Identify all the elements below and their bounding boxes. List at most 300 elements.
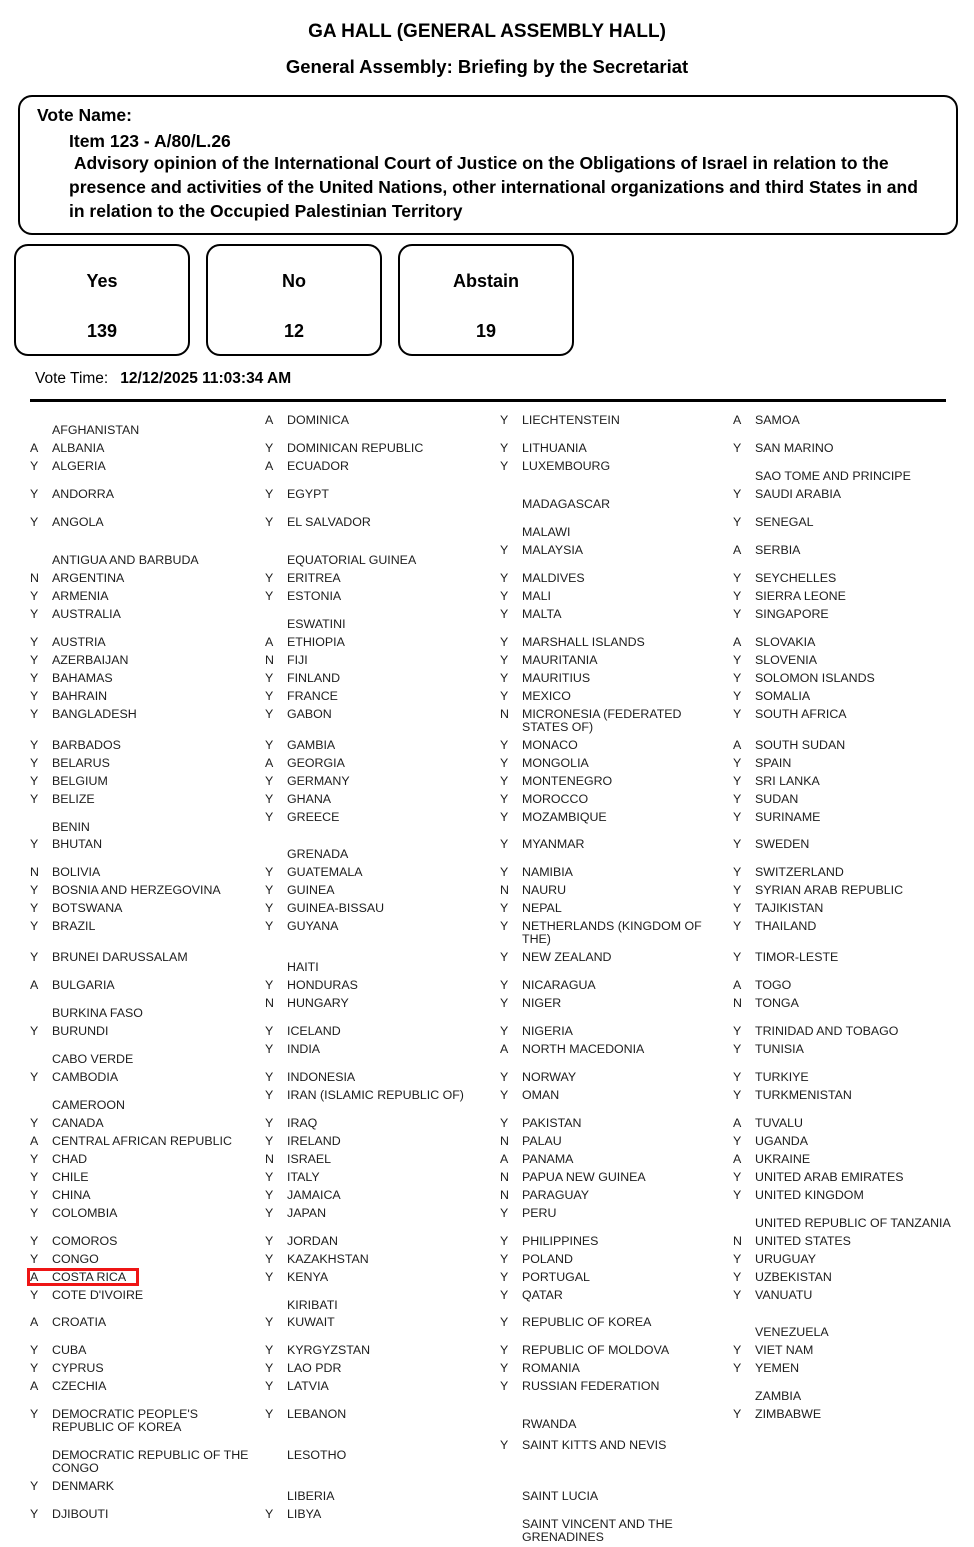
country-name: DOMINICAN REPUBLIC <box>287 441 424 456</box>
country-name: KIRIBATI <box>287 1297 338 1312</box>
country-name: MYANMAR <box>522 837 585 852</box>
vote-letter: Y <box>265 1407 274 1422</box>
vote-letter: Y <box>733 865 742 880</box>
country-name: BENIN <box>52 819 90 834</box>
roll-call-entry <box>265 1507 500 1544</box>
vote-letter: Y <box>30 1506 39 1521</box>
country-name: ARGENTINA <box>52 570 125 585</box>
vote-letter: Y <box>30 883 39 898</box>
vote-letter: Y <box>30 487 39 502</box>
roll-call-entry <box>265 1407 500 1434</box>
vote-letter: Y <box>500 1361 509 1376</box>
roll-call-entry <box>500 810 733 834</box>
roll-call-entry <box>30 653 265 667</box>
roll-call-entry <box>30 1134 265 1148</box>
roll-call-row <box>30 1507 974 1547</box>
vote-letter: Y <box>265 1187 274 1202</box>
roll-call-entry <box>733 589 974 603</box>
roll-call-entry <box>265 1234 500 1248</box>
vote-letter: Y <box>500 570 509 585</box>
country-name: UNITED KINGDOM <box>755 1187 864 1202</box>
country-name: BARBADOS <box>52 737 121 752</box>
country-name: SIERRA LEONE <box>755 588 846 603</box>
vote-letter: Y <box>265 570 274 585</box>
country-name: IRELAND <box>287 1133 341 1148</box>
country-name: BAHRAIN <box>52 688 108 703</box>
vote-letter: A <box>30 1133 39 1148</box>
roll-call-entry <box>265 738 500 752</box>
roll-call-entry <box>500 653 733 667</box>
roll-call-row <box>30 919 974 950</box>
country-name: EGYPT <box>287 487 329 502</box>
country-name: EL SALVADOR <box>287 515 371 530</box>
country-name: MALAWI <box>522 525 571 540</box>
country-name: GUYANA <box>287 919 339 934</box>
country-name: SLOVAKIA <box>755 634 816 649</box>
roll-call-entry <box>265 837 500 861</box>
country-name: CABO VERDE <box>52 1051 134 1066</box>
country-name: SAO TOME AND PRINCIPE <box>755 469 911 484</box>
country-name: TOGO <box>755 977 792 992</box>
country-name: MALDIVES <box>522 570 585 585</box>
country-name: MAURITANIA <box>522 652 598 667</box>
vote-letter: Y <box>265 1315 274 1330</box>
roll-call-entry <box>265 996 500 1020</box>
vote-letter: Y <box>733 606 742 621</box>
country-name: PAKISTAN <box>522 1115 582 1130</box>
roll-call-entry <box>500 689 733 703</box>
country-name: SAUDI ARABIA <box>755 487 842 502</box>
vote-letter: A <box>733 542 742 557</box>
country-name: ESWATINI <box>287 616 346 631</box>
roll-call-entry <box>500 1042 733 1066</box>
vote-letter: Y <box>500 1315 509 1330</box>
roll-call-entry <box>500 607 733 631</box>
country-name: PANAMA <box>522 1151 574 1166</box>
vote-letter: Y <box>30 901 39 916</box>
roll-call-entry <box>265 756 500 770</box>
vote-letter: A <box>30 441 39 456</box>
vote-letter: Y <box>265 1379 274 1394</box>
roll-call-entry <box>30 459 265 483</box>
vote-letter: Y <box>30 791 39 806</box>
country-name: CANADA <box>52 1115 104 1130</box>
vote-letter: Y <box>500 809 509 824</box>
roll-call-entry <box>500 919 733 946</box>
vote-letter: Y <box>733 950 742 965</box>
country-name: VENEZUELA <box>755 1325 829 1340</box>
vote-letter: A <box>500 1041 509 1056</box>
roll-call-entry <box>733 1270 974 1284</box>
country-name: ICELAND <box>287 1023 341 1038</box>
roll-call-entry <box>265 607 500 631</box>
country-name: HONDURAS <box>287 977 358 992</box>
vote-letter: Y <box>265 791 274 806</box>
country-name: CHAD <box>52 1151 88 1166</box>
roll-call-entry <box>733 1070 974 1084</box>
roll-call-entry <box>500 996 733 1020</box>
roll-call-entry <box>500 635 733 649</box>
vote-letter: Y <box>733 1169 742 1184</box>
country-name: MALI <box>522 588 551 603</box>
vote-letter: Y <box>500 1087 509 1102</box>
roll-call-entry <box>265 978 500 992</box>
roll-call-entry <box>265 883 500 897</box>
roll-call-entry <box>30 589 265 603</box>
country-name: SINGAPORE <box>755 606 829 621</box>
vote-letter: Y <box>500 1379 509 1394</box>
abstain-result-box <box>398 244 574 356</box>
country-name: ERITREA <box>287 570 341 585</box>
country-name: UNITED ARAB EMIRATES <box>755 1169 904 1184</box>
vote-letter: Y <box>30 919 39 934</box>
roll-call-entry <box>30 1507 265 1544</box>
roll-call-entry <box>500 487 733 511</box>
roll-call-entry <box>733 1088 974 1112</box>
country-name: ANGOLA <box>52 515 104 530</box>
vote-time-value: 12/12/2025 11:03:34 AM <box>120 370 292 388</box>
vote-letter: Y <box>265 1115 274 1130</box>
country-name: ZAMBIA <box>755 1389 802 1404</box>
roll-call-entry <box>733 883 974 897</box>
country-name: DOMINICA <box>287 413 349 428</box>
vote-letter: Y <box>733 670 742 685</box>
roll-call-entry <box>500 1361 733 1375</box>
roll-call-entry <box>30 1438 265 1475</box>
vote-letter: Y <box>265 1251 274 1266</box>
roll-call-entry <box>500 1315 733 1339</box>
country-name: GAMBIA <box>287 737 336 752</box>
roll-call-entry <box>30 1379 265 1403</box>
vote-letter: Y <box>30 1361 39 1376</box>
roll-call-entry <box>30 607 265 631</box>
roll-call-entry <box>500 774 733 788</box>
country-name: MALTA <box>522 606 562 621</box>
country-name: NIGER <box>522 995 562 1010</box>
vote-letter: Y <box>30 706 39 721</box>
country-name: NORWAY <box>522 1069 577 1084</box>
country-name: CYPRUS <box>52 1361 104 1376</box>
vote-letter: N <box>265 1151 274 1166</box>
country-name: JAPAN <box>287 1205 327 1220</box>
vote-letter: Y <box>265 1069 274 1084</box>
yes-label: Yes <box>86 271 118 292</box>
roll-call-entry <box>500 1343 733 1357</box>
vote-letter: Y <box>265 901 274 916</box>
vote-letter: Y <box>500 413 509 428</box>
roll-call-entry <box>733 441 974 455</box>
vote-letter: Y <box>265 1205 274 1220</box>
roll-call-entry <box>500 738 733 752</box>
vote-letter: A <box>30 977 39 992</box>
roll-call-entry <box>30 865 265 879</box>
country-name: COLOMBIA <box>52 1205 118 1220</box>
country-name: CUBA <box>52 1343 87 1358</box>
vote-letter: Y <box>30 1169 39 1184</box>
country-name: POLAND <box>522 1251 573 1266</box>
vote-letter: N <box>500 1187 509 1202</box>
roll-call-entry <box>733 901 974 915</box>
country-name: ITALY <box>287 1169 320 1184</box>
roll-call-entry <box>265 487 500 511</box>
vote-letter: Y <box>500 950 509 965</box>
roll-call-entry <box>733 1206 974 1230</box>
roll-call-entry <box>733 1152 974 1166</box>
vote-letter: Y <box>30 773 39 788</box>
roll-call-entry <box>500 1024 733 1038</box>
roll-call-entry <box>30 1024 265 1038</box>
vote-letter: Y <box>500 995 509 1010</box>
roll-call-entry <box>265 441 500 455</box>
roll-call-entry <box>265 515 500 539</box>
country-name: GUINEA <box>287 883 335 898</box>
vote-letter: Y <box>733 809 742 824</box>
country-name: FINLAND <box>287 670 341 685</box>
roll-call-row <box>30 1379 974 1407</box>
roll-call-entry <box>30 635 265 649</box>
country-name: IRAQ <box>287 1115 318 1130</box>
country-name: HUNGARY <box>287 995 349 1010</box>
roll-call-entry <box>30 1070 265 1084</box>
vote-letter: Y <box>500 688 509 703</box>
roll-call-entry <box>30 1152 265 1166</box>
vote-letter: Y <box>500 1287 509 1302</box>
country-name: SLOVENIA <box>755 652 817 667</box>
vote-letter: Y <box>733 1041 742 1056</box>
vote-letter: Y <box>265 1041 274 1056</box>
roll-call-entry <box>265 1288 500 1312</box>
vote-time <box>35 370 974 388</box>
roll-call-entry <box>733 1343 974 1357</box>
vote-letter: Y <box>733 652 742 667</box>
vote-letter: Y <box>733 1087 742 1102</box>
roll-call-entry <box>733 515 974 539</box>
country-name: MOROCCO <box>522 791 589 806</box>
roll-call-entry <box>500 837 733 861</box>
roll-call-entry <box>500 707 733 734</box>
roll-call-entry <box>265 1252 500 1266</box>
country-name: SYRIAN ARAB REPUBLIC <box>755 883 904 898</box>
roll-call-entry <box>500 1507 733 1544</box>
roll-call-entry <box>500 1407 733 1434</box>
country-name: LIECHTENSTEIN <box>522 413 620 428</box>
roll-call-entry <box>265 1361 500 1375</box>
country-name: CHINA <box>52 1187 91 1202</box>
roll-call-entry <box>265 1134 500 1148</box>
roll-call-entry <box>30 487 265 511</box>
vote-letter: Y <box>733 688 742 703</box>
roll-call-entry <box>733 689 974 703</box>
country-name: TAJIKISTAN <box>755 901 824 916</box>
roll-call-entry <box>500 571 733 585</box>
roll-call-entry <box>265 1042 500 1066</box>
country-name: SAINT KITTS AND NEVIS <box>522 1437 667 1452</box>
vote-letter: Y <box>30 1251 39 1266</box>
country-name: YEMEN <box>755 1361 800 1376</box>
country-name: GRENADA <box>287 847 349 862</box>
roll-call-entry <box>265 1152 500 1166</box>
country-name: SEYCHELLES <box>755 570 837 585</box>
vote-letter: A <box>265 755 274 770</box>
roll-call-entry <box>30 837 265 861</box>
roll-call-entry <box>265 1070 500 1084</box>
country-name: SWITZERLAND <box>755 865 844 880</box>
vote-letter: Y <box>733 487 742 502</box>
roll-call-entry <box>500 441 733 455</box>
country-name: HAITI <box>287 960 319 975</box>
vote-letter: Y <box>265 688 274 703</box>
roll-call-entry <box>500 1152 733 1166</box>
country-name: GUINEA-BISSAU <box>287 901 385 916</box>
roll-call-entry <box>265 1315 500 1339</box>
roll-call-entry <box>30 901 265 915</box>
vote-letter: A <box>30 1269 39 1284</box>
country-name: ESTONIA <box>287 588 342 603</box>
roll-call-entry <box>265 865 500 879</box>
country-name: REPUBLIC OF KOREA <box>522 1315 652 1330</box>
vote-letter: Y <box>500 837 509 852</box>
roll-call-entry <box>733 1116 974 1130</box>
country-name: ROMANIA <box>522 1361 580 1376</box>
vote-time-label: Vote Time: <box>35 370 109 388</box>
no-count: 12 <box>283 321 305 342</box>
country-name: UNITED STATES <box>755 1233 851 1248</box>
vote-letter: Y <box>500 1023 509 1038</box>
country-name: SPAIN <box>755 755 792 770</box>
country-name: OMAN <box>522 1087 560 1102</box>
country-name: ANDORRA <box>52 487 114 502</box>
roll-call-entry <box>265 689 500 703</box>
vote-letter: Y <box>30 1233 39 1248</box>
vote-letter: Y <box>733 1023 742 1038</box>
roll-call-row <box>30 810 974 838</box>
roll-call-entry <box>733 837 974 861</box>
roll-call-entry <box>733 1379 974 1403</box>
vote-letter: Y <box>733 1343 742 1358</box>
country-name: KUWAIT <box>287 1315 335 1330</box>
country-name: LIBERIA <box>287 1488 335 1503</box>
vote-letter: Y <box>30 1287 39 1302</box>
roll-call-entry <box>500 589 733 603</box>
vote-letter: Y <box>733 773 742 788</box>
vote-letter: A <box>733 737 742 752</box>
vote-letter: Y <box>265 1361 274 1376</box>
country-name: CZECHIA <box>52 1379 107 1394</box>
vote-letter: Y <box>265 1506 274 1521</box>
vote-letter: Y <box>30 1115 39 1130</box>
hall-title: GA HALL (GENERAL ASSEMBLY HALL) <box>308 21 666 42</box>
country-name: UZBEKISTAN <box>755 1269 832 1284</box>
roll-call-entry <box>733 810 974 834</box>
vote-letter: Y <box>265 706 274 721</box>
roll-call-entry <box>30 996 265 1020</box>
vote-letter: Y <box>265 977 274 992</box>
vote-letter: N <box>265 995 274 1010</box>
roll-call-entry <box>265 1170 500 1184</box>
roll-call-row <box>30 1288 974 1316</box>
roll-call-entry <box>500 1252 733 1266</box>
roll-call-row <box>30 1407 974 1438</box>
roll-call-row <box>30 950 974 978</box>
roll-call-entry <box>265 413 500 437</box>
vote-letter: Y <box>733 901 742 916</box>
vote-letter: Y <box>500 652 509 667</box>
country-name: PORTUGAL <box>522 1269 590 1284</box>
country-name: SOUTH AFRICA <box>755 706 847 721</box>
roll-call-entry <box>733 707 974 734</box>
vote-letter: Y <box>265 1133 274 1148</box>
vote-letter: Y <box>265 883 274 898</box>
vote-letter: Y <box>265 1087 274 1102</box>
country-name: THAILAND <box>755 919 817 934</box>
vote-letter: Y <box>30 1151 39 1166</box>
roll-call-entry <box>30 441 265 455</box>
vote-letter: Y <box>500 865 509 880</box>
country-name: SAMOA <box>755 413 800 428</box>
roll-call-entry <box>500 1070 733 1084</box>
vote-name-box <box>18 95 958 235</box>
country-name: GEORGIA <box>287 755 345 770</box>
country-name: CAMBODIA <box>52 1069 119 1084</box>
roll-call-entry <box>733 1288 974 1312</box>
roll-call-entry <box>30 413 265 437</box>
country-name: ETHIOPIA <box>287 634 345 649</box>
roll-call-entry <box>30 1116 265 1130</box>
country-name: BAHAMAS <box>52 670 113 685</box>
vote-letter: N <box>500 706 509 721</box>
roll-call-entry <box>265 1379 500 1403</box>
vote-letter: Y <box>265 1023 274 1038</box>
vote-letter: Y <box>30 1205 39 1220</box>
roll-call-entry <box>733 1361 974 1375</box>
country-name: DEMOCRATIC REPUBLIC OF THE CONGO <box>52 1447 249 1475</box>
roll-call-entry <box>500 756 733 770</box>
roll-call-entry <box>265 571 500 585</box>
vote-letter: Y <box>500 1269 509 1284</box>
country-name: INDIA <box>287 1041 321 1056</box>
session-subtitle: General Assembly: Briefing by the Secretariat <box>285 56 689 77</box>
no-result-box <box>206 244 382 356</box>
roll-call-entry <box>30 738 265 752</box>
country-name: MONGOLIA <box>522 755 589 770</box>
roll-call-entry <box>30 1042 265 1066</box>
roll-call-entry <box>265 810 500 834</box>
country-name: DENMARK <box>52 1478 114 1493</box>
vote-letter: Y <box>30 688 39 703</box>
vote-letter: Y <box>500 542 509 557</box>
roll-call-entry <box>500 865 733 879</box>
vote-letter: Y <box>30 515 39 530</box>
country-name: SOUTH SUDAN <box>755 737 846 752</box>
vote-letter: Y <box>30 1407 39 1422</box>
vote-letter: Y <box>500 791 509 806</box>
country-name: TONGA <box>755 995 799 1010</box>
country-name: GUATEMALA <box>287 865 363 880</box>
vote-letter: Y <box>265 737 274 752</box>
roll-call-entry <box>733 950 974 974</box>
country-name: AFGHANISTAN <box>52 423 140 438</box>
roll-call-entry <box>30 1288 265 1312</box>
roll-call-entry <box>30 1315 265 1339</box>
roll-call-row <box>30 487 974 515</box>
vote-letter: Y <box>733 1407 742 1422</box>
vote-letter: Y <box>265 809 274 824</box>
vote-name-label: Vote Name: <box>37 105 132 125</box>
country-name: LUXEMBOURG <box>522 459 611 474</box>
country-name: FIJI <box>287 652 308 667</box>
vote-letter: A <box>733 413 742 428</box>
roll-call-entry <box>30 774 265 788</box>
